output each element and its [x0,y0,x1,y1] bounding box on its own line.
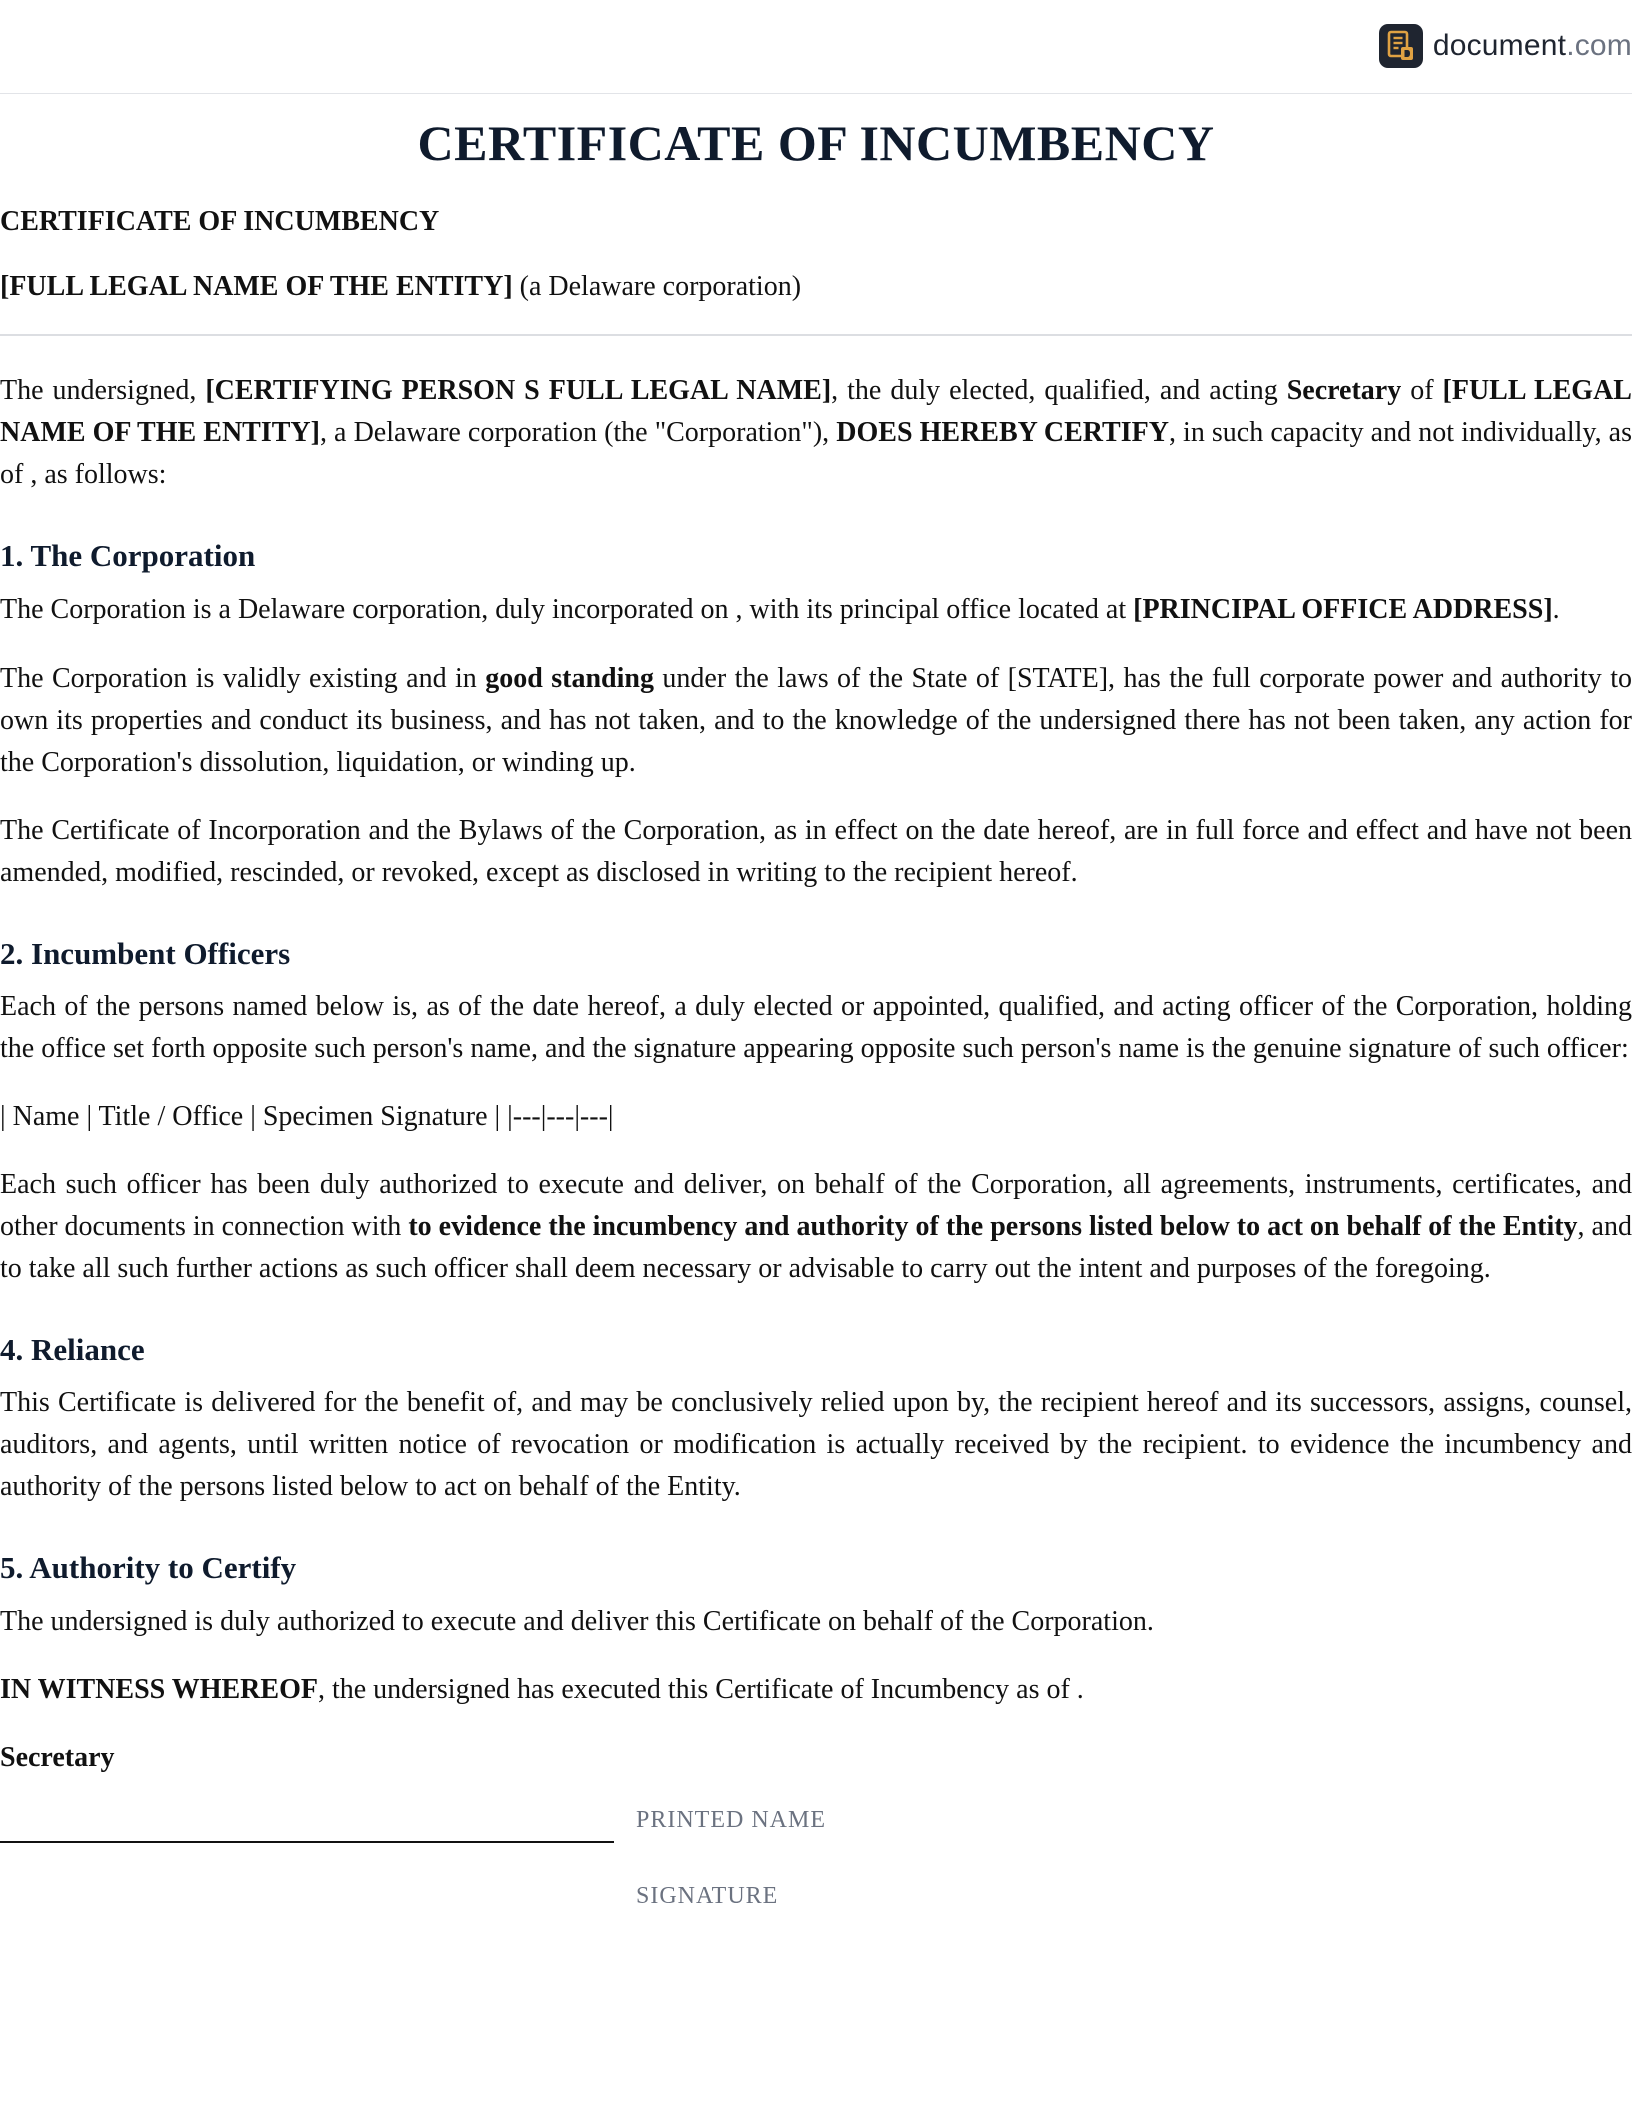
authority-paragraph: The undersigned is duly authorized to execute and deliver this Certificate on behalf of the Corporation. [0,1605,1154,1637]
paragraph-text: The Corporation is validly existing and in [0,662,486,694]
officers-paragraph-1: Each of the persons named below is, as of the date hereof, a duly elected or appointed, qualified, and acting officer of the Corporation, holding the office set forth opposite such person's name, and the signature appearing opposite such person's name is the genuine signature of such officer: [0,990,1632,1064]
entity-line [0,267,1632,306]
document-title: CERTIFICATE OF INCUMBENCY [417,115,1215,171]
paragraph-text: under the laws of the State of [STATE], has the full corporate power and authority to own its properties and conduct its business, and has not taken, and to the knowledge of the undersigned there has not been taken, any action for the Corporation's dissolution, liquidation, or winding up. [0,662,1632,778]
top-bar [0,0,1632,94]
entity-name-inline: [FULL LEGAL NAME OF THE ENTITY] [0,375,1632,449]
intro-text: of [1401,375,1443,407]
reliance-paragraph: This Certificate is delivered for the benefit of, and may be conclusively relied upon by, the recipient hereof and its successors, assigns, counsel, auditors, and agents, until written notice of revocation or modification is actually received by the recipient. to evidence the incumbency and authority of the persons listed below to act on behalf of the Entity. [0,1387,1632,1503]
officers-table-line: | Name | Title / Office | Specimen Signature | |---|---|---| [0,1100,614,1132]
section-heading-incumbent-officers: 2. Incumbent Officers [0,935,291,971]
paragraph-text: , and to take all such further actions as such officer shall deem necessary or advisable to carry out the intent and purposes of the foregoing. [0,1210,1632,1284]
document-logo-icon [1379,24,1423,68]
section-heading-authority: 5. Authority to Certify [0,1550,297,1586]
witness-phrase: IN WITNESS WHEREOF [0,1673,318,1705]
printed-name-label: PRINTED NAME [636,1806,826,1833]
intro-paragraph [0,370,1632,496]
authority-phrase: to evidence the incumbency and authority of the persons listed below to act on behalf of the Entity [408,1210,1578,1242]
intro-text: , in such capacity and not individually, as of , as follows: [0,417,1632,491]
certifying-person-name: [CERTIFYING PERSON S FULL LEGAL NAME] [205,375,832,407]
intro-text: , the duly elected, qualified, and acting [831,375,1287,407]
paragraph-text: Each such officer has been duly authorized to execute and deliver, on behalf of the Corporation, all agreements, instruments, certificates, and other documents in connection with [0,1168,1632,1242]
signature-label: SIGNATURE [636,1882,779,1909]
paragraph-text: . [1552,593,1560,625]
brand-logo-link[interactable] [1379,24,1632,68]
signatory-title: Secretary [0,1741,115,1773]
section-heading-corporation: 1. The Corporation [0,538,256,574]
paragraph-text: The Corporation is a Delaware corporation, duly incorporated on , with its principal office located at [0,593,1134,625]
good-standing-phrase: good standing [485,662,654,694]
signature-line[interactable] [0,1841,614,1843]
section-heading-reliance: 4. Reliance [0,1331,145,1367]
entity-suffix: (a Delaware corporation) [512,271,802,303]
signature-block [0,1779,1632,1919]
document-body [0,93,1632,1919]
certifying-person-title: Secretary [1286,375,1402,407]
intro-text: , a Delaware corporation (the "Corporation"), [319,417,837,449]
paragraph-text: , the undersigned has executed this Certificate of Incumbency as of . [317,1673,1084,1705]
certify-phrase: DOES HEREBY CERTIFY [836,417,1169,449]
corporation-paragraph-1 [0,589,1632,631]
document-subtitle: CERTIFICATE OF INCUMBENCY [0,206,440,237]
brand-wordmark [1433,31,1632,61]
brand-name: document [1432,29,1567,62]
principal-office-address: [PRINCIPAL OFFICE ADDRESS] [1133,593,1553,625]
corporation-paragraph-3: The Certificate of Incorporation and the Bylaws of the Corporation, as in effect on the date hereof, are in full force and effect and have not been amended, modified, rescinded, or revoked, except as disclosed in writing to the recipient hereof. [0,814,1632,888]
witness-paragraph [0,1669,1632,1711]
entity-name: [FULL LEGAL NAME OF THE ENTITY] [0,271,513,303]
corporation-paragraph-2 [0,658,1632,784]
officers-paragraph-2 [0,1164,1632,1290]
divider [0,334,1632,336]
intro-text: The undersigned, [0,375,206,407]
brand-tld: .com [1566,29,1632,62]
